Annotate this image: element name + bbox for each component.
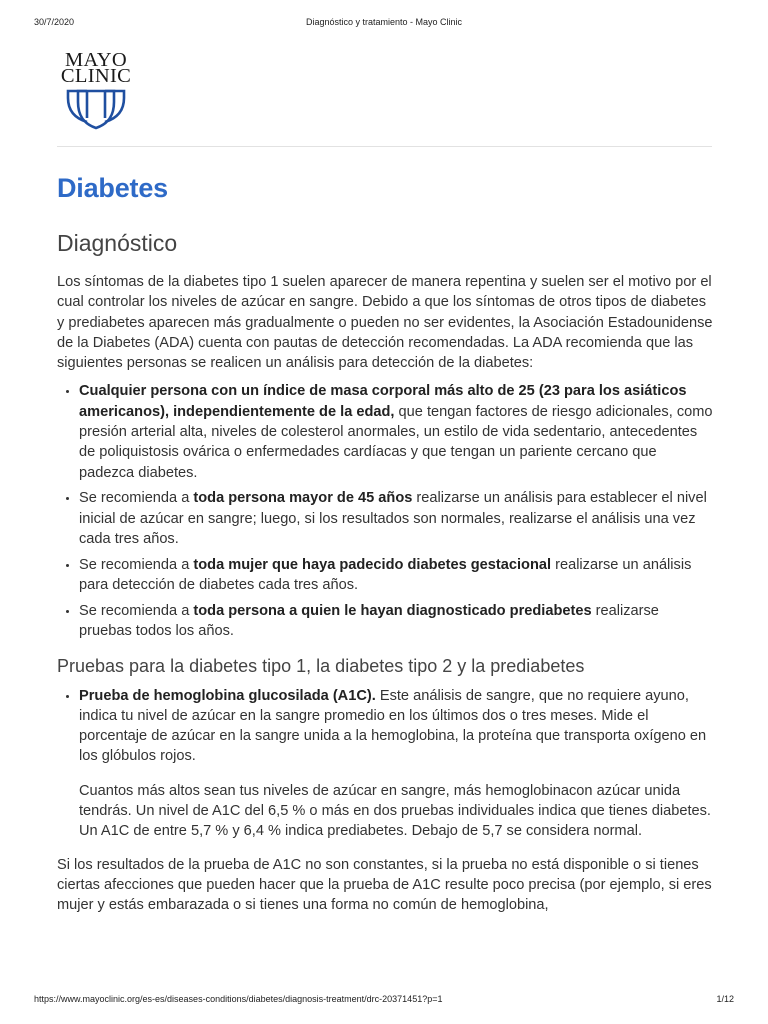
- page-number: 1/12: [716, 994, 734, 1004]
- header-divider: [57, 146, 712, 147]
- list-item-emphasis: toda persona a quien le hayan diagnosticado prediabetes: [193, 602, 592, 619]
- closing-paragraph: Si los resultados de la prueba de A1C no son constantes, si la prueba no está disponible o si tienes ciertas afecciones que pueden hacer que la prueba de A1C resulte poco precisa (por ejemplo, si eres mujer y estás embarazada o si tienes una forma no común de hemoglobina,: [57, 856, 712, 914]
- list-item-emphasis: Cualquier persona con un índice de masa corporal más alto de 25 (23 para los asiáticos americanos), independientemente de la edad,: [79, 383, 687, 420]
- a1c-detail-paragraph: Cuantos más altos sean tus niveles de azúcar en sangre, más hemoglobinacon azúcar unida tendrás. Un nivel de A1C del 6,5 % o más en dos pruebas individuales indica que tienes diabetes. Un A1C de entre 5,7 % y 6,4 % indica prediabetes. Debajo de 5,7 se considera normal.: [79, 782, 711, 840]
- logo-line-2: CLINIC: [60, 65, 132, 87]
- section-heading-diagnosis: Diagnóstico: [57, 230, 178, 256]
- logo-wordmark: [56, 49, 136, 87]
- subheading-tests: Pruebas para la diabetes tipo 1, la diabetes tipo 2 y la prediabetes: [57, 655, 585, 676]
- tests-list: [57, 686, 713, 842]
- list-item-emphasis: toda mujer que haya padecido diabetes gestacional: [193, 556, 552, 573]
- logo-line-1: MAYO: [65, 49, 127, 71]
- list-item: • Cualquier persona con un índice de masa corporal más alto de 25 (23 para los asiáticos americanos), independientemente de la edad, que tengan factores de riesgo adicionales, como presión arterial alta, niveles de colesterol anormales, un estilo de vida sedentario, antecedentes de poliquistosis ovárica o enfermedades cardíacas y que tengan un pariente cercano que padezca diabetes.: [79, 381, 713, 482]
- list-item-a1c: • Prueba de hemoglobina glucosilada (A1C). Este análisis de sangre, que no requiere ayuno, indica tu nivel de azúcar en la sangre promedio en los últimos dos o tres meses. Mide el porcentaje de azúcar en la sangre unida a la hemoglobina, la proteína que transporta oxígeno en los glóbulos rojos. Cuantos más altos sean tus niveles de azúcar en sangre, más hemoglobinacon azúcar unida tendrás. Un nivel de A1C del 6,5 % o más en dos pruebas individuales indica que tienes diabetes. Un A1C de entre 5,7 % y 6,4 % indica prediabetes. Debajo de 5,7 se considera normal.: [79, 686, 713, 842]
- list-item-emphasis: toda persona mayor de 45 años: [193, 490, 413, 507]
- print-page-title: Diagnóstico y tratamiento - Mayo Clinic: [305, 17, 463, 27]
- print-header: [0, 17, 768, 31]
- print-footer: [0, 994, 768, 1008]
- article-content: [57, 170, 713, 916]
- list-item: • Se recomienda a toda persona mayor de 45 años realizarse un análisis para establecer el nivel inicial de azúcar en sangre; luego, si los resultados son normales, realizarse el análisis una vez cada tres años.: [79, 488, 713, 549]
- print-date: 30/7/2020: [34, 17, 75, 27]
- intro-paragraph: Los síntomas de la diabetes tipo 1 suelen aparecer de manera repentina y suelen ser el motivo por el cual controlar los niveles de azúcar en sangre. Debido a que los síntomas de otros tipos de diabetes y prediabetes aparecen más gradualmente o pueden no ser evidentes, la Asociación Estadounidense de la Diabetes (ADA) cuenta con pautas de detección recomendadas. La ADA recomienda que las siguientes personas se realicen un análisis para detección de la diabetes:: [57, 274, 713, 372]
- mayo-clinic-logo[interactable]: [56, 49, 136, 134]
- screening-list: [57, 381, 713, 641]
- mayo-clinic-shields-logo-icon: [66, 88, 126, 130]
- list-item: • Se recomienda a toda mujer que haya padecido diabetes gestacional realizarse un análisis para detección de diabetes cada tres años.: [79, 555, 713, 596]
- list-item: • Se recomienda a toda persona a quien le hayan diagnosticado prediabetes realizarse pruebas todos los años.: [79, 601, 713, 642]
- print-url: https://www.mayoclinic.org/es-es/diseases-conditions/diabetes/diagnosis-treatment/drc-20371451?p=1: [34, 994, 443, 1004]
- page-title: Diabetes: [57, 173, 168, 203]
- a1c-test-name: Prueba de hemoglobina glucosilada (A1C).: [79, 687, 376, 704]
